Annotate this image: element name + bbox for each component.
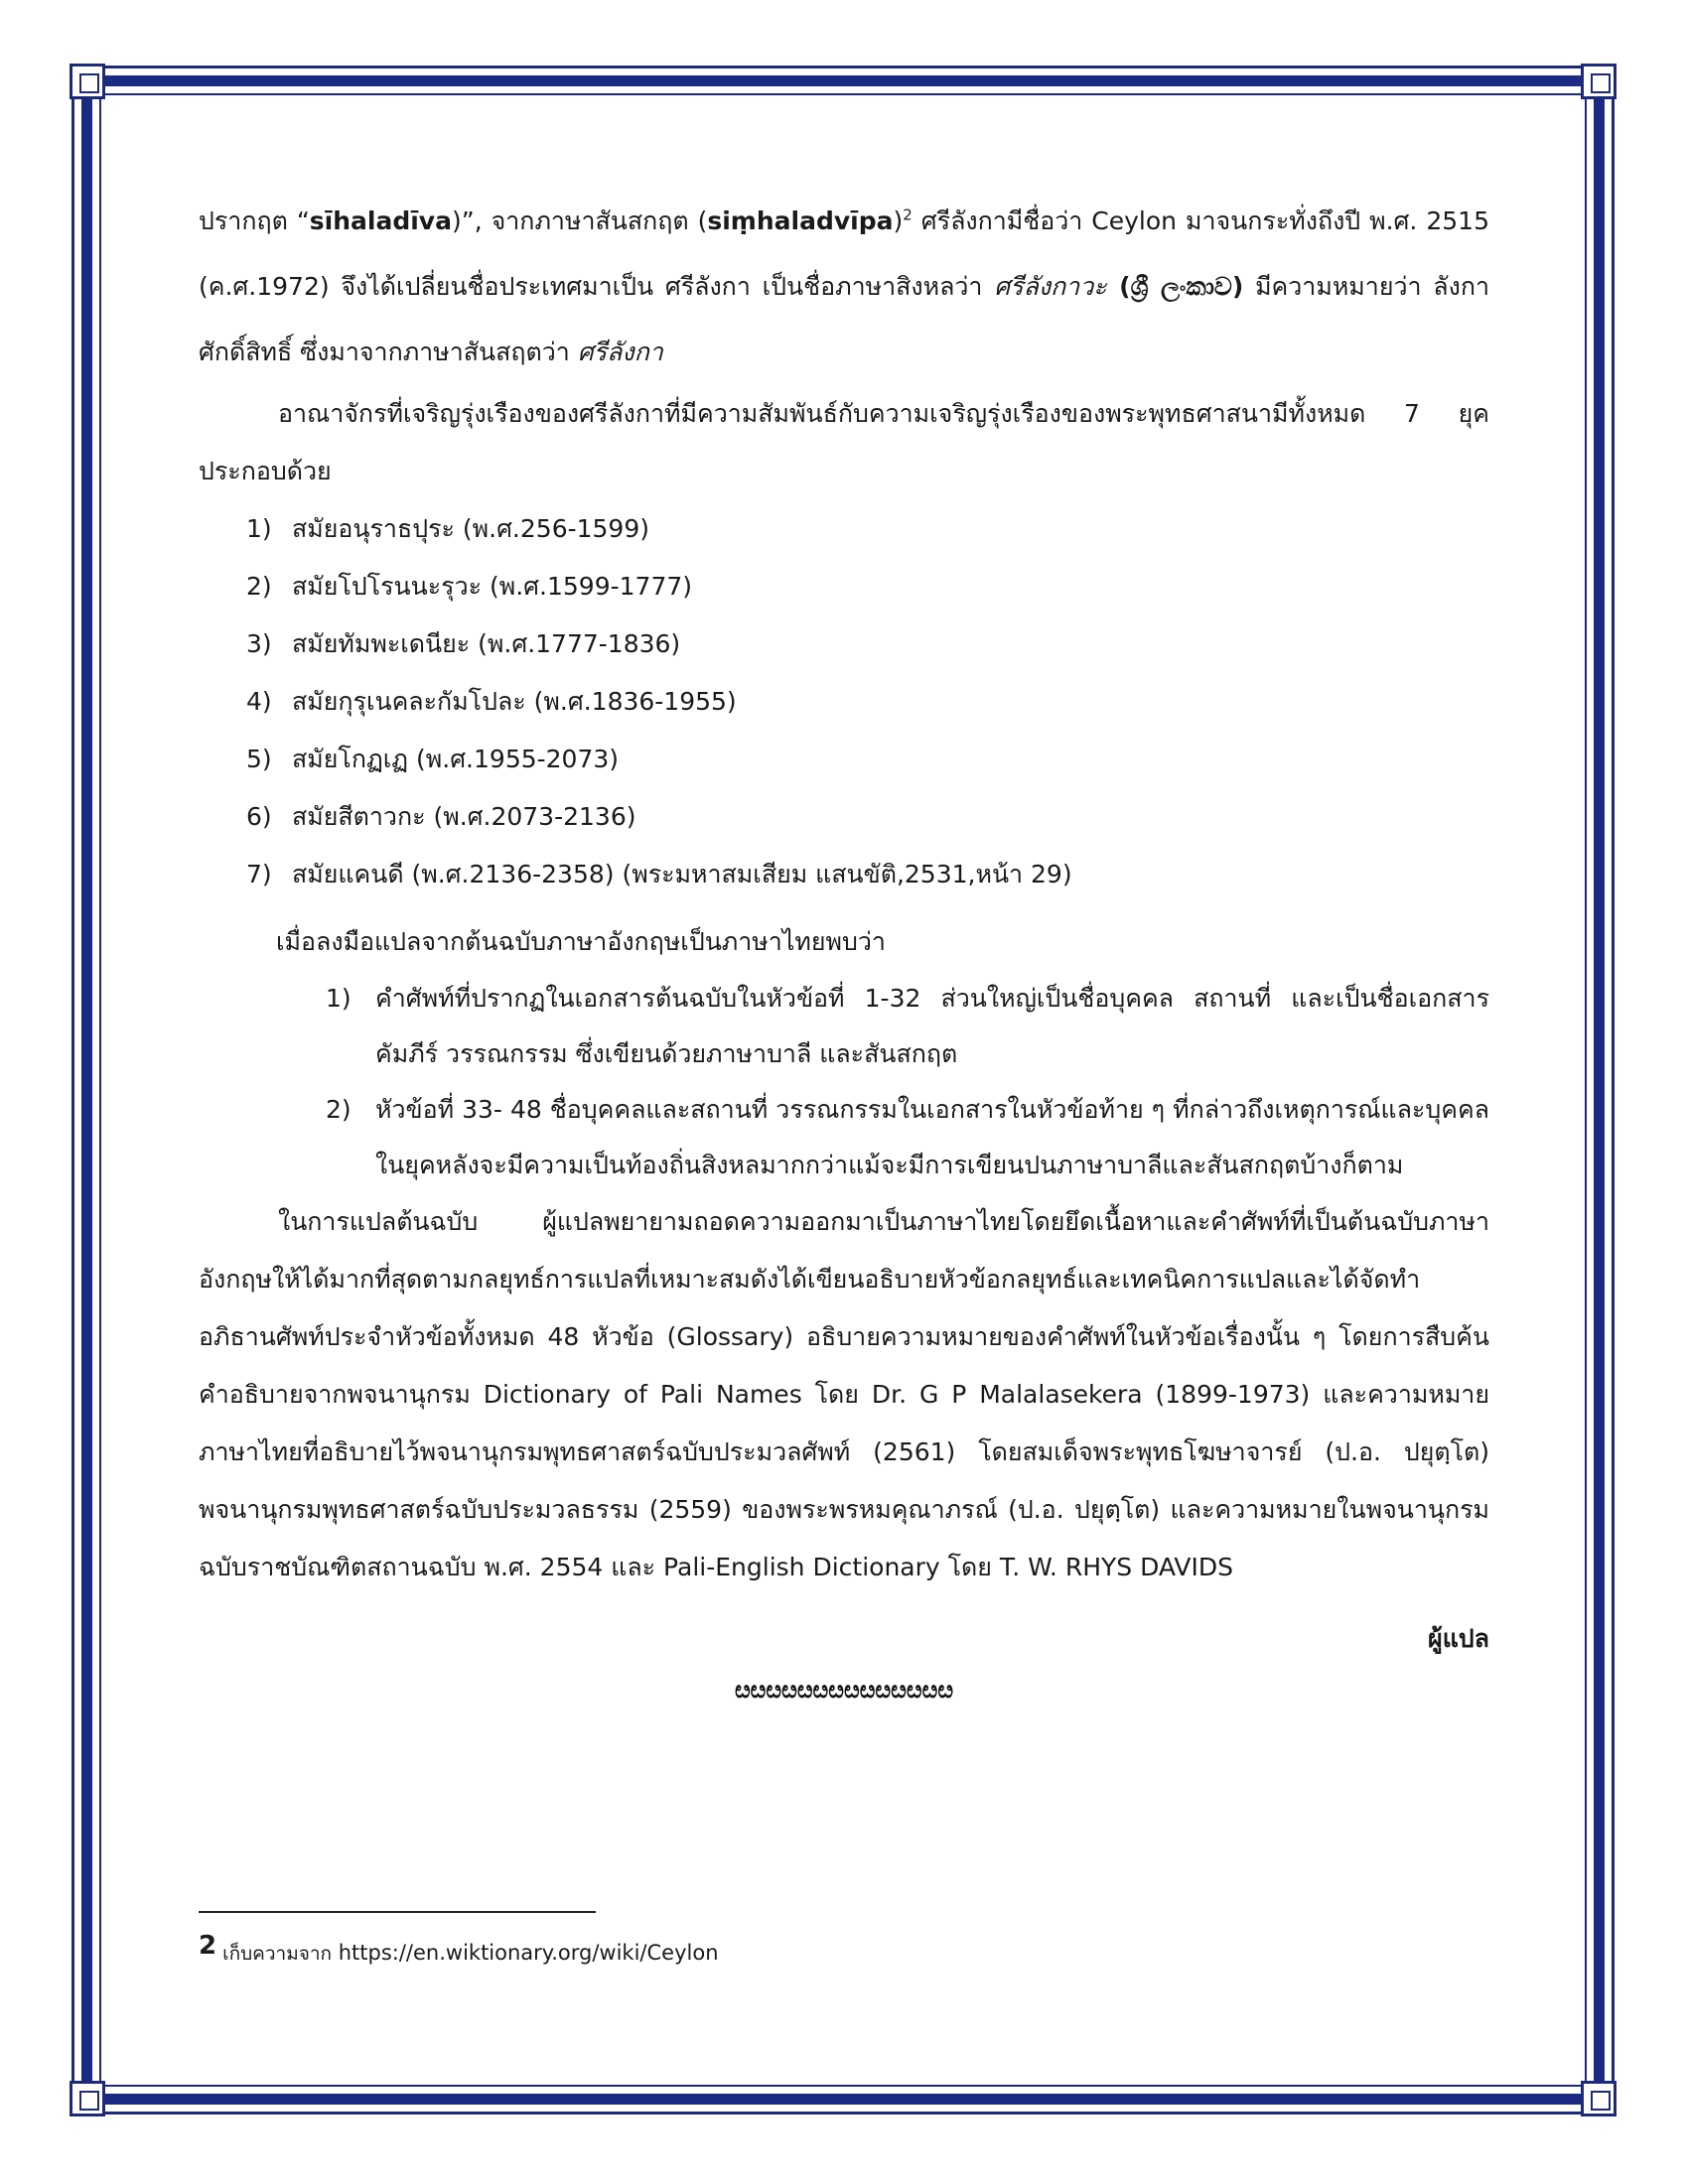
list-item-text: สมัยอนุราธปุระ (พ.ศ.256-1599) (292, 514, 649, 543)
footnote-label: เก็บความจาก (222, 1943, 333, 1965)
list-number: 1) (326, 984, 352, 1013)
footnote-link[interactable]: https://en.wiktionary.org/wiki/Ceylon (338, 1941, 719, 1965)
method-paragraph: ในการแปลต้นฉบับ ผู้แปลพยายามถอดความออกมาเป็นภาษาไทยโดยยึดเนื้อหาและคำศัพท์ที่เป็นต้นฉบับภาษาอังกฤษให้ได้มากที่สุดตามกลยุทธ์การแปลที่เหมาะสมดังได้เขียนอธิบายหัวข้อกลยุทธ์และเทคนิคการแปลและได้จัดทำอภิธานศัพท์ประจำหัวข้อทั้งหมด 48 หัวข้อ (Glossary) อธิบายความหมายของคำศัพท์ในหัวข้อเรื่องนั้น ๆ โดยการสืบค้นคำอธิบายจากพจนานุกรม Dictionary of Pali Names โดย Dr. G P Malalasekera (1899-1973) และความหมายภาษาไทยที่อธิบายไว้พจนานุกรมพุทธศาสตร์ฉบับประมวลศัพท์ (2561) โดยสมเด็จพระพุทธโฆษาจารย์ (ป.อ. ปยุตฺโต) พจนานุกรมพุทธศาสตร์ฉบับประมวลธรรม (2559) ของพระพรหมคุณาภรณ์ (ป.อ. ปยุตฺโต) และความหมายในพจนานุกรมฉบับราชบัณฑิตสถานฉบับ พ.ศ. 2554 และ Pali-English Dictionary โดย T. W. RHYS DAVIDS (199, 1207, 1489, 1581)
list-number: 7) (246, 860, 272, 888)
list-item-text: สมัยโปโรนนะรุวะ (พ.ศ.1599-1777) (292, 572, 693, 601)
footnote-divider (199, 1911, 596, 1913)
list-item (246, 673, 1489, 731)
frame-corner-ornament (70, 2081, 105, 2116)
footnote-number: 2 (199, 1931, 217, 1961)
list-number: 4) (246, 687, 272, 716)
list-item (326, 971, 1489, 1082)
footnote (199, 1931, 719, 1969)
translation-notes-list (199, 971, 1489, 1193)
list-number: 1) (246, 514, 272, 543)
list-item (246, 615, 1489, 673)
list-number: 5) (246, 745, 272, 773)
sanskrit-term: siṃhaladvīpa (707, 206, 894, 235)
frame-corner-ornament (1581, 64, 1617, 99)
list-number: 6) (246, 802, 272, 831)
list-item-text: สมัยแคนดี (พ.ศ.2136-2358) (พระมหาสมเสียม แสนขัติ,2531,หน้า 29) (292, 860, 1072, 888)
list-number: 2) (326, 1095, 352, 1124)
era-list (199, 500, 1489, 903)
list-item-text: สมัยทัมพะเดนียะ (พ.ศ.1777-1836) (292, 629, 681, 658)
translator-signature: ผู้แปล (1428, 1624, 1489, 1653)
list-item (326, 1082, 1489, 1193)
list-item (246, 731, 1489, 788)
intro-paragraph (199, 189, 1489, 385)
list-item-text: คำศัพท์ที่ปรากฏในเอกสารต้นฉบับในหัวข้อที่ 1-32 ส่วนใหญ่เป็นชื่อบุคคล สถานที่ และเป็นชื่อเอกสารคัมภีร์ วรรณกรรม ซึ่งเขียนด้วยภาษาบาลี และสันสกฤต (375, 984, 1489, 1068)
intro-text: )”, จากภาษาสันสกฤต ( (451, 206, 708, 235)
list-item (246, 846, 1489, 903)
list-item (246, 788, 1489, 846)
list-item (246, 558, 1489, 615)
sinhala-name-thai: ศรีลังกาวะ (994, 272, 1107, 301)
intro-text: ปรากฤต “ (199, 206, 310, 235)
list-item (246, 500, 1489, 558)
list-item-text: สมัยสีตาวกะ (พ.ศ.2073-2136) (292, 802, 636, 831)
sinhala-script-name: (ශ්‍රී ලංකාව) (1106, 272, 1244, 301)
prakrit-term: sīhaladīva (309, 206, 452, 235)
list-item-text: สมัยกุรุเนคละกัมโปละ (พ.ศ.1836-1955) (292, 687, 737, 716)
section-ornament: ೞೞೞೞೞೞೞೞೞೞೞೞೞೞ (734, 1676, 954, 1704)
kingdoms-paragraph: อาณาจักรที่เจริญรุ่งเรืองของศรีลังกาที่มีความสัมพันธ์กับความเจริญรุ่งเรืองของพระพุทธศาสนามีทั้งหมด 7 ยุคประกอบด้วย (199, 399, 1489, 485)
list-number: 2) (246, 572, 272, 601)
intro-text: มีความหมายว่า ลังกาศักดิ์สิทธิ์ ซึ่งมาจากภาษาสันสฤตว่า (199, 272, 1489, 366)
intro-text: ) (893, 206, 904, 235)
translation-intro: เมื่อลงมือแปลจากต้นฉบับภาษาอังกฤษเป็นภาษาไทยพบว่า (276, 927, 886, 956)
frame-corner-ornament (1581, 2081, 1617, 2116)
list-number: 3) (246, 629, 272, 658)
sri-lanka-term: ศรีลังกา (577, 338, 663, 366)
frame-corner-ornament (70, 64, 105, 99)
list-item-text: หัวข้อที่ 33- 48 ชื่อบุคคลและสถานที่ วรรณกรรมในเอกสารในหัวข้อท้าย ๆ ที่กล่าวถึงเหตุการณ์และบุคคลในยุคหลังจะมีความเป็นท้องถิ่นสิงหลมากกว่าแม้จะมีการเขียนปนภาษาบาลีและสันสกฤตบ้างก็ตาม (375, 1095, 1489, 1179)
intro-text: ศรีลังกามีชื่อว่า Ceylon มาจนกระทั่งถึงปี พ.ศ. 2515 (ค.ศ.1972) จึงได้เปลี่ยนชื่อประเทศมาเป็น ศรีลังกา เป็นชื่อภาษาสิงหลว่า (199, 206, 1489, 301)
footnote-reference: 2 (903, 205, 913, 224)
page-body (199, 189, 1489, 1709)
list-item-text: สมัยโกฏเฏ (พ.ศ.1955-2073) (292, 745, 620, 773)
